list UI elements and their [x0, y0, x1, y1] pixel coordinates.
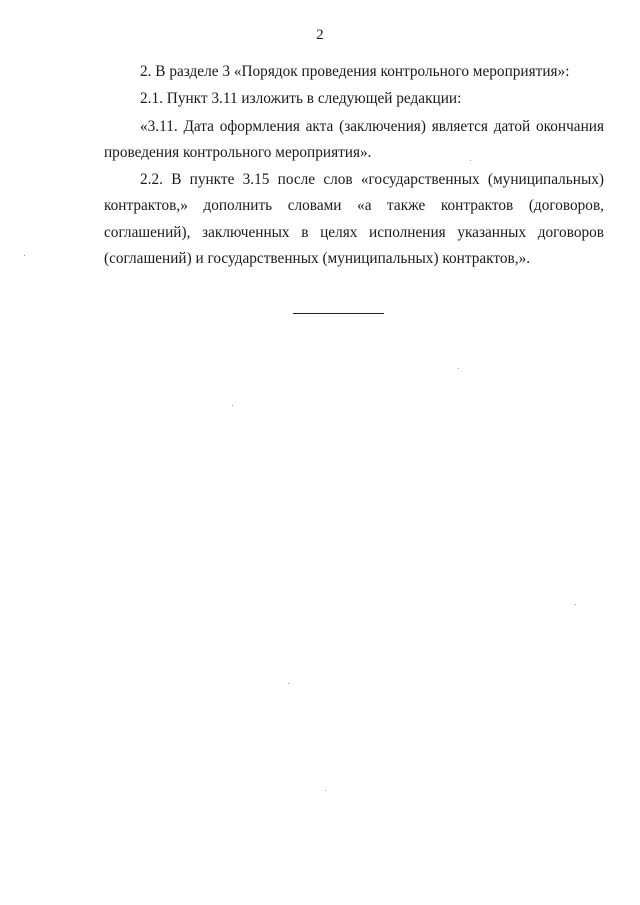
scan-speck — [232, 405, 233, 406]
paragraph-item-2-1: 2.1. Пункт 3.11 изложить в следующей редакции: — [140, 90, 462, 108]
scan-speck — [24, 255, 25, 256]
paragraph-section-3-heading: 2. В разделе 3 «Порядок проведения контрольного мероприятия»: — [140, 63, 570, 80]
end-separator-line — [293, 313, 384, 314]
page-number: 2 — [316, 27, 324, 43]
scan-speck — [288, 683, 289, 684]
scan-speck — [458, 368, 459, 369]
document-body — [104, 59, 604, 272]
paragraph-item-2-2: 2.2. В пункте 3.15 после слов «государственных (муниципальных) контрактов,» дополнить словами «а также контрактов (договоров, соглашений), заключенных в целях исполнения указанных договоров (соглашений) и государственных (муниципальных) контрактов,». — [104, 171, 604, 268]
paragraph-quote-3-11: «3.11. Дата оформления акта (заключения) является датой окончания проведения контрольного мероприятия». — [104, 117, 604, 161]
scan-speck — [575, 604, 576, 605]
scan-speck — [470, 160, 471, 161]
scan-speck — [325, 790, 326, 791]
